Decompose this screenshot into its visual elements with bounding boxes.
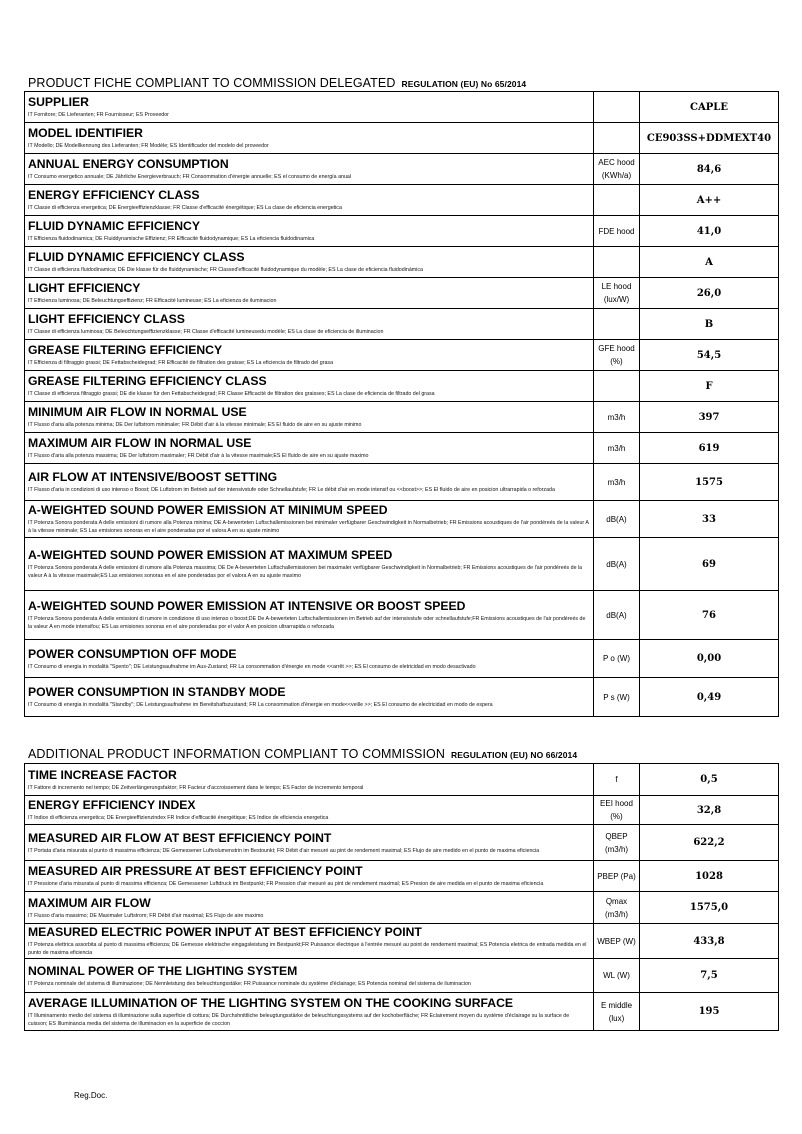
row-description	[25, 861, 594, 892]
table-row	[25, 92, 779, 123]
table-row	[25, 154, 779, 185]
row-name: SUPPLIER	[28, 95, 89, 109]
row-value: 1575	[640, 464, 779, 501]
row-unit: E middle (lux)	[594, 993, 640, 1031]
row-description	[25, 340, 594, 371]
row-unit: EEI hood (%)	[594, 796, 640, 825]
row-translations: IT Potenza Sonora ponderata A delle emissioni di rumore alla Potenza massima; DE De A-bewerteten Luftschallemissionen bei maximaler verfügbarer Geschwindigkeit in Normalbetrieb; FR Emissions acoustiques de l'air pondéreés de la valeur A à la vitesse maximale;ES Las emisiones sonoras en el aire ponderadas por el valora A en su ajuste maximo	[28, 565, 583, 579]
table-row	[25, 123, 779, 154]
row-name: A-WEIGHTED SOUND POWER EMISSION AT MINIMUM SPEED	[28, 503, 388, 517]
row-unit: dB(A)	[594, 538, 640, 591]
row-name: NOMINAL POWER OF THE LIGHTING SYSTEM	[28, 963, 298, 978]
row-unit: m3/h	[594, 464, 640, 501]
row-unit: FDE hood	[594, 216, 640, 247]
row-translations: IT Classe di efficienza energetica; DE Energieeffizienzklasse; FR Classe d'efficacité énergétique; ES La clase de eficiencia energetica	[28, 205, 342, 211]
row-unit	[594, 92, 640, 123]
row-name: MINIMUM AIR FLOW IN NORMAL USE	[28, 405, 247, 419]
row-description	[25, 678, 594, 717]
row-unit	[594, 123, 640, 154]
row-name: AVERAGE ILLUMINATION OF THE LIGHTING SYSTEM ON THE COOKING SURFACE	[28, 995, 514, 1010]
row-value: CE903SS+DDMEXT40	[640, 123, 779, 154]
row-description	[25, 92, 594, 123]
row-translations: IT Classe di efficienza fluidodinamica; DE Die klasse für die fluiddynamische; FR Classed'efficacité fluidodynamique du modèle; ES La clase de eficiencia fluidodinámica	[28, 267, 423, 273]
table-row	[25, 640, 779, 678]
row-value: 397	[640, 402, 779, 433]
row-translations: IT Consumo energetico annuale; DE Jährliche Energieverbrauch; FR Consommation d'énergie annuelle; ES el consumo de energía anual	[28, 174, 352, 180]
row-value: 0,00	[640, 640, 779, 678]
row-value: 32,8	[640, 796, 779, 825]
row-name: ANNUAL ENERGY CONSUMPTION	[28, 157, 229, 171]
row-value: 33	[640, 501, 779, 538]
table-row	[25, 924, 779, 959]
table-row	[25, 861, 779, 892]
row-translations: IT Efficienza luminosa; DE Beleuchtungseffizienz; FR Efficacité lumineuse; ES La eficienza de iluminacion	[28, 298, 277, 304]
row-description	[25, 433, 594, 464]
table-row	[25, 678, 779, 717]
row-translations: IT Flusso d'aria in condizioni di uso intenso o Boost; DE Luftstrom im Betrieb auf der intensivstufe oder Schnellaufstufe; FR Le débit d'air en mode intensif ou <<boost>>; ES El fluido de aire en posicion ultrarrapida o reforzada	[28, 487, 555, 493]
row-description	[25, 309, 594, 340]
row-name: LIGHT EFFICIENCY	[28, 281, 141, 295]
table-row	[25, 216, 779, 247]
row-description	[25, 216, 594, 247]
table-row	[25, 433, 779, 464]
additional-info-table	[24, 763, 779, 1031]
row-unit: QBEP (m3/h)	[594, 825, 640, 861]
table-row	[25, 402, 779, 433]
row-value: B	[640, 309, 779, 340]
table-row	[25, 538, 779, 591]
row-unit: P s (W)	[594, 678, 640, 717]
row-value: 0,5	[640, 764, 779, 796]
row-unit	[594, 309, 640, 340]
row-value: 26,0	[640, 278, 779, 309]
row-translations: IT Potenza Sonora ponderata A delle emissioni di rumore alla Potenza minima; DE A-bewerteten Luftschallemissionen bei minimaler verfügbarer Geschwindigkeit in Normalbetrieb; FR Emissions acoustiques de l'air pondéreés de la valeur A à la vitesse minimale; ES Las emisiones sonoras en el aire ponderadas por el valora A en su ajuste minimo	[28, 520, 589, 534]
row-value: F	[640, 371, 779, 402]
row-unit: m3/h	[594, 433, 640, 464]
table-row	[25, 796, 779, 825]
row-unit	[594, 371, 640, 402]
table-row	[25, 993, 779, 1031]
row-value: 7,5	[640, 959, 779, 993]
row-value: 69	[640, 538, 779, 591]
row-value: 54,5	[640, 340, 779, 371]
row-name: A-WEIGHTED SOUND POWER EMISSION AT MAXIMUM SPEED	[28, 548, 393, 562]
row-name: LIGHT EFFICIENCY CLASS	[28, 312, 185, 326]
row-translations: IT Efficienza di filtraggio grassi; DE Fettabscheidegrad; FR Efficacité de filtration des graisse; ES La eficiencia de filtrado del grasa	[28, 360, 334, 366]
row-unit: f	[594, 764, 640, 796]
row-unit: dB(A)	[594, 591, 640, 640]
row-value: A++	[640, 185, 779, 216]
row-description	[25, 538, 594, 591]
row-name: MEASURED AIR FLOW AT BEST EFFICIENCY POINT	[28, 830, 332, 845]
row-unit: LE hood (lux/W)	[594, 278, 640, 309]
row-name: AIR FLOW AT INTENSIVE/BOOST SETTING	[28, 470, 278, 484]
section2-title-text: ADDITIONAL PRODUCT INFORMATION COMPLIANT TO COMMISSION	[28, 747, 446, 761]
row-translations: IT Efficienza fluidodinamica; DE Fluiddynamische Effizienz; FR Efficacité fluidodynamique; ES La eficiencia fluidodinamica	[28, 236, 315, 242]
row-name: MODEL IDENTIFIER	[28, 126, 143, 140]
row-name: GREASE FILTERING EFFICIENCY	[28, 343, 223, 357]
row-translations: IT Fornitore; DE Lieferanten; FR Fournisseur; ES Proveedor	[28, 112, 169, 118]
row-translations: IT Pressione d'aria misurata al punto di massima efficienza; DE Gemessener Luftdruck im Bestpunkt; FR Pression d'air mesuré au pint de rendement maximal; ES Presion de aire medida en el punto de maxima eficiencia	[28, 881, 544, 887]
row-description	[25, 371, 594, 402]
row-description	[25, 402, 594, 433]
row-description	[25, 993, 594, 1031]
row-unit: GFE hood (%)	[594, 340, 640, 371]
row-description	[25, 764, 594, 796]
row-translations: IT Consumo di energia in modalità "Spento"; DE Leistungsaufnahme im Aus-Zustand; FR La consommation d'énergie en mode <<arrêt >>; ES El consumo de eletricidad en modo desactivado	[28, 663, 476, 670]
row-translations: IT Classe di efficienza filtraggio grassi; DE die klasse für den Fettabscheidegrad; FR Classe Efficacité de filtration des graisses; ES La clase de eficiencia de filtrado del grasa	[28, 391, 435, 397]
table-row	[25, 825, 779, 861]
row-unit: AEC hood (KWh/a)	[594, 154, 640, 185]
row-translations: IT Illuminamento medio del sistema di illuminazione sulla superficie di cottura; DE Durchshnittliche beleugtungsstärke de beleuchtungssystems auf der kochoberfläche; FR Eclairement moyen du système d'éclairage su la surface de cuisson; ES Illuminancia media del sistema de illuminacion en la superficie de coccion	[28, 1012, 570, 1027]
row-unit: dB(A)	[594, 501, 640, 538]
row-description	[25, 247, 594, 278]
row-name: FLUID DYNAMIC EFFICIENCY CLASS	[28, 250, 245, 264]
section2-title	[28, 747, 577, 761]
section1-regulation: REGULATION (EU) No 65/2014	[401, 79, 527, 89]
row-translations: IT Modello; DE Modellkennung des Lieferanten; FR Modèle; ES Identificador del modelo del proveedor	[28, 143, 269, 149]
row-value: 1575,0	[640, 892, 779, 924]
row-unit	[594, 185, 640, 216]
row-name: MEASURED ELECTRIC POWER INPUT AT BEST EFFICIENCY POINT	[28, 925, 422, 939]
row-translations: IT Potenza nominale del sistema di illuminazione; DE Nennleistung des beleuchtungsstäke; FR Puissance nominale du système d'éclairage; ES Potencia nominal del sistema de iluminacion	[28, 980, 471, 987]
row-unit: WBEP (W)	[594, 924, 640, 959]
row-value: 622,2	[640, 825, 779, 861]
row-description	[25, 640, 594, 678]
row-translations: IT Potenza Sonora ponderata A delle emissioni di rumore in condizione di uso intenso o boost;DE De A-bewerteten Luftschallemissionen im Betrieb auf der intensivstufe oder schnellaufstufe;FR Emissions acoustiques de l'air pondéreés de la valeur A en mode intensifou; ES Las emisiones sonoras en el aire ponderadas por el valor A en posicion ultrarrapida o reforzada	[28, 616, 586, 630]
row-description	[25, 278, 594, 309]
section2-regulation: REGULATION (EU) NO 66/2014	[451, 750, 578, 760]
reg-doc-label: Reg.Doc.	[74, 1091, 108, 1100]
row-translations: IT Flusso d'aria massimo; DE Maximaler Luftstrom; FR Débit d'air maximal; ES Flujo de aire maximo	[28, 912, 264, 919]
row-description	[25, 591, 594, 640]
row-description	[25, 796, 594, 825]
row-translations: IT Indice di efficienza energetica; DE Energieeffizienzindex FR Indice d'efficacité énergétique; ES Indice de eficiencia energetica	[28, 815, 329, 821]
table-row	[25, 464, 779, 501]
row-name: MAXIMUM AIR FLOW IN NORMAL USE	[28, 436, 252, 450]
product-fiche-table	[24, 91, 779, 717]
row-value: 0,49	[640, 678, 779, 717]
row-translations: IT Portata d'aria misurata al punto di massima efficienza; DE Gemessener Luftvolumenstrin im Bestounkt; FR Débit d'air mesuré au pint de rendement maximal; ES Flujo de aire medido en el punto de maxima eficiencia	[28, 847, 540, 854]
row-description	[25, 924, 594, 959]
table-row	[25, 501, 779, 538]
row-value: 76	[640, 591, 779, 640]
table-row	[25, 340, 779, 371]
table-row	[25, 309, 779, 340]
row-translations: IT Fattore di incremento nel tempo; DE Zeitverlängerungsfaktor; FR Facteur d'accroissement dans le temps; ES Factor de incremento temporal	[28, 784, 364, 791]
row-name: POWER CONSUMPTION OFF MODE	[28, 646, 237, 661]
row-name: GREASE FILTERING EFFICIENCY CLASS	[28, 374, 267, 388]
row-description	[25, 123, 594, 154]
row-name: POWER CONSUMPTION IN STANDBY MODE	[28, 685, 286, 699]
row-name: FLUID DYNAMIC EFFICIENCY	[28, 219, 200, 233]
row-unit: m3/h	[594, 402, 640, 433]
row-translations: IT Classe di efficienza luminosa; DE Beleuchtungseffizienzklasse; FR Classe d'efficacité lumineusedu modèle; ES La clase de eficiencia de illuminacion	[28, 329, 384, 335]
row-value: A	[640, 247, 779, 278]
row-value: 1028	[640, 861, 779, 892]
row-description	[25, 185, 594, 216]
table-row	[25, 764, 779, 796]
row-value: CAPLE	[640, 92, 779, 123]
row-description	[25, 464, 594, 501]
row-unit	[594, 247, 640, 278]
section1-title	[28, 76, 526, 90]
section1-title-text: PRODUCT FICHE COMPLIANT TO COMMISSION DELEGATED	[28, 76, 396, 90]
table-row	[25, 892, 779, 924]
row-name: MEASURED AIR PRESSURE AT BEST EFFICIENCY POINT	[28, 864, 363, 878]
row-name: TIME INCREASE FACTOR	[28, 767, 177, 782]
table-row	[25, 371, 779, 402]
table-row	[25, 959, 779, 993]
row-translations: IT Potenza elettrica assorbita al punto di massima efficienza; DE Gemesse elektrische eingagsleistung im Bestpunkt;FR Puissance électrique à l'entrée mesuré au point de rendement maximal; ES Potencia eletrica de entrada medida en el punto de maxima eficiencia	[28, 942, 587, 956]
row-name: ENERGY EFFICIENCY CLASS	[28, 188, 200, 202]
row-name: MAXIMUM AIR FLOW	[28, 895, 151, 910]
row-description	[25, 501, 594, 538]
row-unit: WL (W)	[594, 959, 640, 993]
row-translations: IT Flusso d'aria alla potenza minima; DE Der luftstrom minimaler; FR Débit d'air à la vitesse minimale; ES El fluido de aire en su ajuste minimo	[28, 422, 362, 428]
table-row	[25, 591, 779, 640]
row-description	[25, 892, 594, 924]
row-description	[25, 154, 594, 185]
row-name: ENERGY EFFICIENCY INDEX	[28, 798, 196, 812]
row-value: 433,8	[640, 924, 779, 959]
row-name: A-WEIGHTED SOUND POWER EMISSION AT INTENSIVE OR BOOST SPEED	[28, 599, 466, 613]
row-value: 195	[640, 993, 779, 1031]
row-description	[25, 959, 594, 993]
table-row	[25, 278, 779, 309]
row-unit: PBEP (Pa)	[594, 861, 640, 892]
row-unit: P o (W)	[594, 640, 640, 678]
table-row	[25, 185, 779, 216]
row-translations: IT Consumo di energia in modalità "Standby"; DE Leistungsaufnahme im Bereitshaftszustand; FR La consommation d'énergie en mode<<veille >>; ES El consumo de electricidad en modo de espera	[28, 702, 493, 708]
row-translations: IT Flusso d'aria alla potenza massima; DE Der luftstrom maximaler; FR Débit d'air à la vitesse maximale;ES El fluido de aire en su ajuste maximo	[28, 453, 369, 459]
row-value: 41,0	[640, 216, 779, 247]
row-value: 84,6	[640, 154, 779, 185]
table-row	[25, 247, 779, 278]
row-unit: Qmax (m3/h)	[594, 892, 640, 924]
row-description	[25, 825, 594, 861]
row-value: 619	[640, 433, 779, 464]
